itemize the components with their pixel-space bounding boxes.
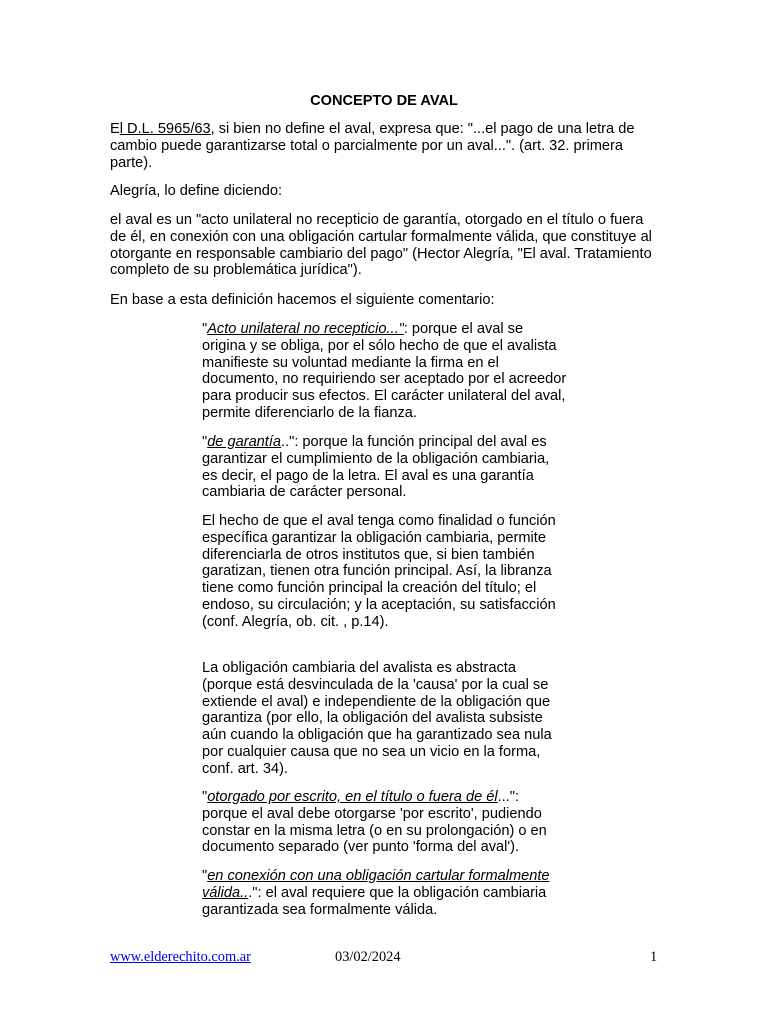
comment-conexion xyxy=(202,868,568,918)
page-number: 1 xyxy=(650,949,658,965)
footer-date: 03/02/2024 xyxy=(335,949,401,965)
comment-body: ...": porque el aval debe otorgarse 'por escrito', pudiendo constar en la misma letra (o en su prolongación) o en documento separado (ver punto 'forma del aval'). xyxy=(202,789,547,856)
paragraph-intro xyxy=(110,121,658,171)
quote-open: " xyxy=(202,321,208,337)
comment-finalidad: El hecho de que el aval tenga como finalidad o función específica garantizar la obligación cambiaria, permite diferenciarla de otros institutos que, si bien también garatizan, tienen otra función principal. Así, la libranza tiene como función principal la creación del título; el endoso, su circulación; y la aceptación, su satisfacción (conf. Alegría, ob. cit. , p.14). xyxy=(202,513,556,630)
term-garantia: de garantía xyxy=(207,434,282,450)
term-por-escrito: otorgado por escrito, en el título o fuera de él xyxy=(207,789,498,805)
comment-por-escrito xyxy=(202,789,568,856)
intro-prefix: E xyxy=(110,121,120,137)
quote-open: " xyxy=(202,434,208,450)
footer-website-link[interactable]: www.elderechito.com.ar xyxy=(110,949,251,965)
term-acto-unilateral: Acto unilateral no recepticio..." xyxy=(207,321,404,337)
comment-body: : porque el aval se origina y se obliga, por el sólo hecho de que el avalista manifieste su voluntad mediante la firma en el documento, no requiriendo ser aceptado por el acreedor para producir sus efectos. El carácter unilateral del aval, permite diferenciarlo de la fianza. xyxy=(202,321,567,421)
comment-acto-unilateral xyxy=(202,321,568,422)
quote-open: " xyxy=(202,868,208,884)
page-title: CONCEPTO DE AVAL xyxy=(310,93,458,109)
comment-garantia xyxy=(202,434,568,501)
term-conexion: en conexión con una obligación cartular formalmente válida.. xyxy=(202,868,550,901)
paragraph-comment-intro: En base a esta definición hacemos el siguiente comentario: xyxy=(110,292,495,308)
decree-reference: l D.L. 5965/63 xyxy=(119,121,211,137)
quote-open: " xyxy=(202,789,208,805)
comment-body: .": el aval requiere que la obligación cambiaria garantizada sea formalmente válida. xyxy=(202,884,547,918)
comment-body: ..": porque la función principal del aval es garantizar el cumplimiento de la obligación cambiaria, es decir, el pago de la letra. El aval es una garantía cambiaria de carácter personal. xyxy=(202,434,550,501)
paragraph-definition: el aval es un "acto unilateral no recepticio de garantía, otorgado en el título o fuera de él, en conexión con una obligación cartular formalmente válida, que constituye al otorgante en responsable cambiario del pago" (Hector Alegría, "El aval. Tratamiento completo de su problemática jurídica"). xyxy=(110,212,652,279)
comment-abstracta: La obligación cambiaria del avalista es abstracta (porque está desvinculada de la 'causa' por la cual se extiende el aval) e independiente de la obligación que garantiza (por ello, la obligación del avalista subsiste aún cuando la obligación que ha garantizado sea nula por cualquier causa que no sea un vicio en la forma, conf. art. 34). xyxy=(202,660,552,777)
paragraph-alegria: Alegría, lo define diciendo: xyxy=(110,183,282,199)
intro-text: , si bien no define el aval, expresa que: "...el pago de una letra de cambio puede garantizarse total o parcialmente por un aval...". (art. 32. primera parte). xyxy=(110,121,635,171)
